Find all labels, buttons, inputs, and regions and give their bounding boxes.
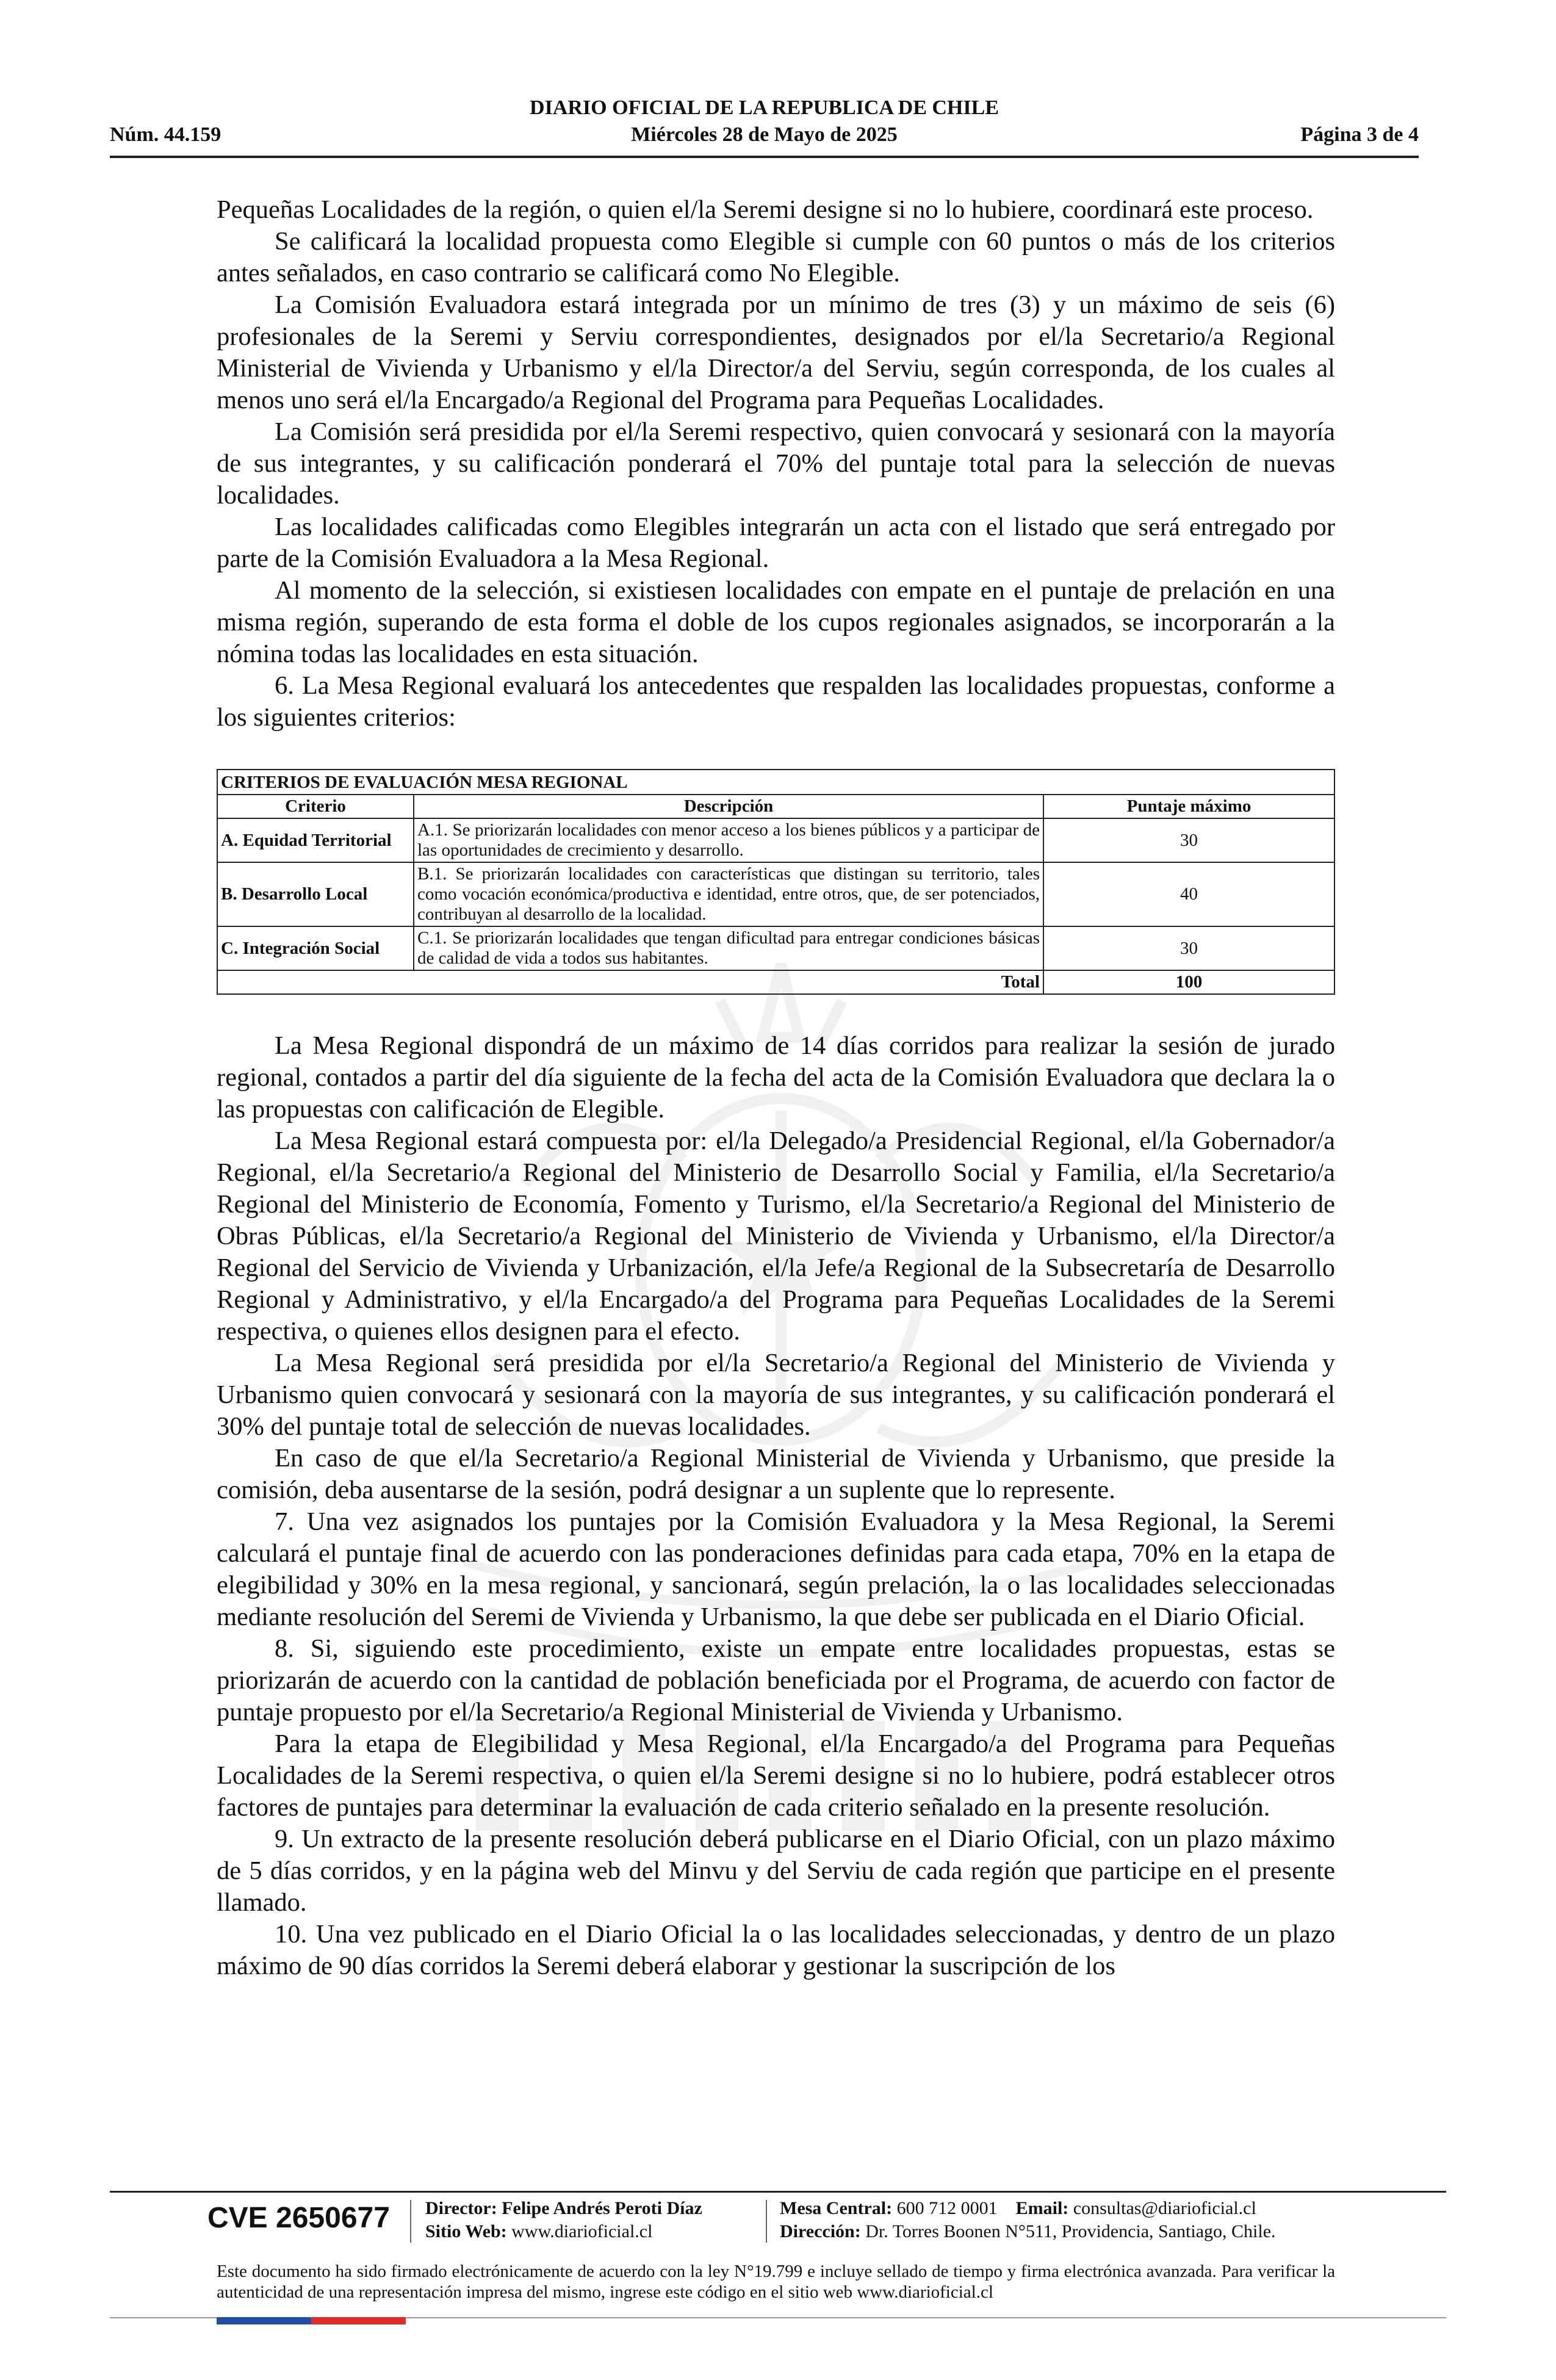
- table-total-row: [217, 970, 1334, 994]
- issue-number: Núm. 44.159: [110, 123, 222, 146]
- document-body: [217, 194, 1335, 1982]
- address-label: Dirección:: [780, 2221, 861, 2241]
- table-row: [217, 862, 1334, 926]
- paragraph: En caso de que el/la Secretario/a Regional Ministerial de Vivienda y Urbanismo, que preside la comisión, deba ausentarse de la sesión, podrá designar a un suplente que lo represente.: [217, 1444, 1335, 1504]
- footer-separator: [410, 2200, 411, 2243]
- address-text: Dr. Torres Boonen N°511, Providencia, Santiago, Chile.: [865, 2221, 1276, 2241]
- criterion-name: C. Integración Social: [217, 926, 414, 970]
- page-indicator: Página 3 de 4: [1300, 123, 1419, 146]
- total-value: 100: [1043, 970, 1334, 994]
- email-link[interactable]: consultas@diarioficial.cl: [1073, 2198, 1256, 2218]
- footer-divider: [110, 2191, 1446, 2193]
- issue-date: Miércoles 28 de Mayo de 2025: [631, 123, 898, 146]
- paragraph: La Mesa Regional dispondrá de un máximo de 14 días corridos para realizar la sesión de jurado regional, contados a partir del día siguiente de la fecha del acta de la Comisión Evaluadora que declara la o las propuestas con calificación de Elegible.: [217, 1031, 1335, 1123]
- cve-code: CVE 2650677: [207, 2202, 390, 2234]
- criterion-score: 30: [1043, 818, 1334, 862]
- criterion-description: C.1. Se priorizarán localidades que tengan dificultad para entregar condiciones básicas de calidad de vida a todos sus habitantes.: [414, 926, 1043, 970]
- table-row: [217, 818, 1334, 862]
- paragraph: 9. Un extracto de la presente resolución deberá publicarse en el Diario Oficial, con un plazo máximo de 5 días corridos, y en la página web del Minvu y del Serviu de cada región que participe en el presente llamado.: [217, 1825, 1335, 1917]
- phone-number: 600 712 0001: [896, 2198, 998, 2218]
- flag-red-bar: [311, 2317, 406, 2324]
- legal-notice: Este documento ha sido firmado electrónicamente de acuerdo con la ley N°19.799 e incluye sellado de tiempo y firma electrónica avanzada. Para verificar la autenticidad de una representación impresa del mismo, ingrese este código en el sitio web www.diarioficial.cl: [217, 2262, 1335, 2302]
- paragraph: 7. Una vez asignados los puntajes por la Comisión Evaluadora y la Mesa Regional, la Seremi calculará el puntaje final de acuerdo con las ponderaciones definidas para cada etapa, 70% en la etapa de elegibilidad y 30% en la mesa regional, y sancionará, según prelación, la o las localidades seleccionadas mediante resolución del Seremi de Vivienda y Urbanismo, la que debe ser publicada en el Diario Oficial.: [217, 1507, 1335, 1631]
- paragraph: 6. La Mesa Regional evaluará los antecedentes que respalden las localidades propuestas, conforme a los siguientes criterios:: [217, 671, 1335, 732]
- paragraph: Al momento de la selección, si existiesen localidades con empate en el puntaje de prelación en una misma región, superando de esta forma el doble de los cupos regionales asignados, se incorporarán a la nómina todas las localidades en esta situación.: [217, 576, 1335, 668]
- paragraph: La Mesa Regional estará compuesta por: el/la Delegado/a Presidencial Regional, el/la Gobernador/a Regional, el/la Secretario/a Regional del Ministerio de Desarrollo Social y Familia, el/la Secretario/a Regional del Ministerio de Economía, Fomento y Turismo, el/la Secretario/a Regional del Ministerio de Obras Públicas, el/la Secretario/a Regional del Ministerio de Vivienda y Urbanismo, el/la Director/a Regional del Servicio de Vivienda y Urbanización, el/la Jefe/a Regional de la Subsecretaría de Desarrollo Regional y Administrativo, y el/la Encargado/a del Programa para Pequeñas Localidades de la Seremi respectiva, o quienes ellos designen para el efecto.: [217, 1127, 1335, 1346]
- paragraph: Para la etapa de Elegibilidad y Mesa Regional, el/la Encargado/a del Programa para Pequeñas Localidades de la Seremi respectiva, o quien el/la Seremi designe si no lo hubiere, podrá establecer otros factores de puntajes para determinar la evaluación de cada criterio señalado en la presente resolución.: [217, 1729, 1335, 1822]
- column-header: Criterio: [217, 795, 414, 818]
- column-header: Descripción: [414, 795, 1043, 818]
- table-header-row: [217, 795, 1334, 818]
- criterion-score: 40: [1043, 862, 1334, 926]
- flag-blue-bar: [217, 2317, 311, 2324]
- paragraph: 10. Una vez publicado en el Diario Oficial la o las localidades seleccionadas, y dentro de un plazo máximo de 90 días corridos la Seremi deberá elaborar y gestionar la suscripción de los: [217, 1920, 1335, 1980]
- website-link[interactable]: www.diarioficial.cl: [511, 2221, 653, 2241]
- column-header: Puntaje máximo: [1043, 795, 1334, 818]
- phone-label: Mesa Central:: [780, 2198, 893, 2218]
- paragraph: Las localidades calificadas como Elegibles integrarán un acta con el listado que será entregado por parte de la Comisión Evaluadora a la Mesa Regional.: [217, 513, 1335, 573]
- paragraph: La Comisión será presidida por el/la Seremi respectivo, quien convocará y sesionará con la mayoría de sus integrantes, y su calificación ponderará el 70% del puntaje total para la selección de nuevas localidades.: [217, 417, 1335, 510]
- paragraph: 8. Si, siguiendo este procedimiento, existe un empate entre localidades propuestas, estas se priorizarán de acuerdo con la cantidad de población beneficiada por el Programa, de acuerdo con factor de puntaje propuesto por el/la Secretario/a Regional Ministerial de Vivienda y Urbanismo.: [217, 1634, 1335, 1726]
- criterion-name: B. Desarrollo Local: [217, 862, 414, 926]
- email-label: Email:: [1015, 2198, 1069, 2218]
- table-row: [217, 926, 1334, 970]
- web-label: Sitio Web:: [425, 2221, 507, 2241]
- total-spacer: [217, 970, 414, 994]
- criterion-description: A.1. Se priorizarán localidades con menor acceso a los bienes públicos y a participar de las oportunidades de crecimiento y desarrollo.: [414, 818, 1043, 862]
- evaluation-criteria-table: [217, 769, 1335, 995]
- table-title: CRITERIOS DE EVALUACIÓN MESA REGIONAL: [217, 770, 1334, 795]
- paragraph: La Mesa Regional será presidida por el/la Secretario/a Regional del Ministerio de Vivienda y Urbanismo quien convocará y sesionará con la mayoría de sus integrantes, y su calificación ponderará el 30% del puntaje total de selección de nuevas localidades.: [217, 1349, 1335, 1441]
- paragraph: La Comisión Evaluadora estará integrada por un mínimo de tres (3) y un máximo de seis (6) profesionales de la Seremi y Serviu correspondientes, designados por el/la Secretario/a Regional Ministerial de Vivienda y Urbanismo y el/la Director/a del Serviu, según corresponda, de los cuales al menos uno será el/la Encargado/a Regional del Programa para Pequeñas Localidades.: [217, 290, 1335, 414]
- footer-separator: [766, 2200, 767, 2243]
- director-name: Felipe Andrés Peroti Díaz: [502, 2198, 702, 2218]
- criterion-description: B.1. Se priorizarán localidades con características que distingan su territorio, tales como vocación económica/productiva e identidad, entre otros, que, de ser potenciados, contribuyan al desarrollo de la localidad.: [414, 862, 1043, 926]
- criterion-score: 30: [1043, 926, 1334, 970]
- paragraph: Se calificará la localidad propuesta como Elegible si cumple con 60 puntos o más de los criterios antes señalados, en caso contrario se calificará como No Elegible.: [217, 227, 1335, 287]
- total-label: Total: [414, 970, 1043, 994]
- director-label: Director:: [425, 2198, 497, 2218]
- footer-director-block: [425, 2197, 702, 2243]
- footer-contact-block: [780, 2197, 1276, 2243]
- paragraph: Pequeñas Localidades de la región, o quien el/la Seremi designe si no lo hubiere, coordinará este proceso.: [217, 195, 1314, 224]
- publication-title: DIARIO OFICIAL DE LA REPUBLICA DE CHILE: [530, 96, 999, 119]
- page-header: [110, 95, 1419, 158]
- criterion-name: A. Equidad Territorial: [217, 818, 414, 862]
